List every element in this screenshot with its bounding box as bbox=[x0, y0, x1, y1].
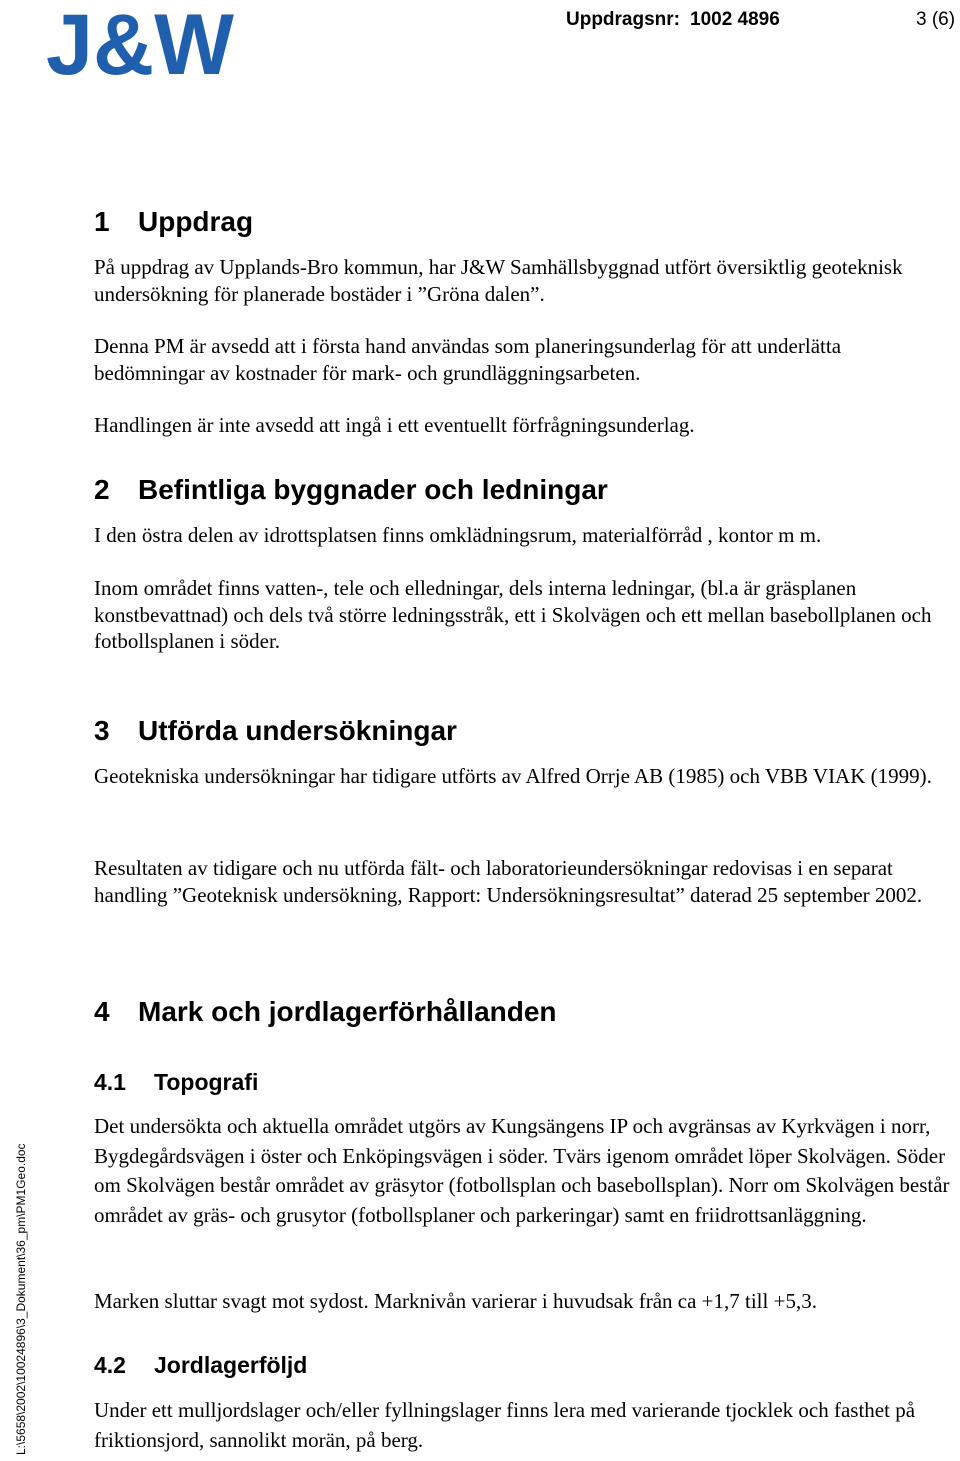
heading-number: 1 bbox=[94, 206, 110, 237]
heading-section-3 bbox=[94, 715, 457, 747]
paragraph: Under ett mulljordslager och/eller fyllningslager finns lera med varierande tjocklek och fasthet på friktionsjord, sannolikt morän, på berg. bbox=[94, 1398, 916, 1452]
paragraph: Geotekniska undersökningar har tidigare utförts av Alfred Orrje AB (1985) och VBB VIAK (1999). bbox=[94, 764, 932, 788]
assignment-value: 1002 4896 bbox=[690, 9, 780, 30]
paragraph: Handlingen är inte avsedd att ingå i ett eventuellt förfrågningsunderlag. bbox=[94, 413, 695, 437]
heading-section-4-2 bbox=[94, 1352, 307, 1379]
paragraph: På uppdrag av Upplands-Bro kommun, har J&W Samhällsbyggnad utfört översiktlig geoteknisk undersökning för planerade bostäder i ”Gröna dalen”. bbox=[94, 255, 903, 306]
heading-section-1 bbox=[94, 206, 253, 238]
paragraph: Denna PM är avsedd att i första hand användas som planeringsunderlag för att underlätta bedömningar av kostnader för mark- och grundläggningsarbeten. bbox=[94, 334, 842, 385]
assignment-number bbox=[566, 9, 780, 31]
heading-number: 4 bbox=[94, 996, 110, 1027]
assignment-label: Uppdragsnr: bbox=[566, 9, 680, 30]
paragraph: Resultaten av tidigare och nu utförda fält- och laboratorieundersökningar redovisas i en separat handling ”Geoteknisk undersökning, Rapport: Undersökningsresultat” daterad 25 september 2002. bbox=[94, 856, 923, 907]
heading-number: 4.1 bbox=[94, 1069, 126, 1095]
heading-number: 4.2 bbox=[94, 1352, 126, 1378]
page-number: 3 (6) bbox=[916, 9, 956, 30]
heading-title: Jordlagerföljd bbox=[154, 1352, 308, 1378]
heading-section-4-1 bbox=[94, 1069, 258, 1096]
heading-number: 3 bbox=[94, 715, 110, 746]
heading-number: 2 bbox=[94, 474, 110, 505]
heading-title: Befintliga byggnader och ledningar bbox=[138, 474, 608, 505]
heading-title: Mark och jordlagerförhållanden bbox=[138, 996, 557, 1027]
heading-section-2 bbox=[94, 474, 608, 506]
heading-title: Topografi bbox=[154, 1069, 259, 1095]
logo-text: J&W bbox=[46, 4, 235, 80]
paragraph: Det undersökta och aktuella området utgörs av Kungsängens IP och avgränsas av Kyrkvägen i norr, Bygdegårdsvägen i öster och Enköpingsvägen i söder. Tvärs igenom området löper Skolvägen. Söder om Skolvägen består området av gräsytor (fotbollsplan och basebollsplan). Norr om Skolvägen består området av gräs- och grusytor (fotbollsplaner och parkeringar) samt en friidrottsanläggning. bbox=[94, 1114, 950, 1227]
paragraph: Marken sluttar svagt mot sydost. Marknivån varierar i huvudsak från ca +1,7 till +5,3. bbox=[94, 1289, 817, 1313]
company-logo bbox=[46, 4, 236, 80]
file-path: L:\5658\2002\10024896\3_Dokument\36_pm\PM1Geo.doc bbox=[14, 1143, 28, 1455]
paragraph: Inom området finns vatten-, tele och elledningar, dels interna ledningar, (bl.a är gräsplanen konstbevattnad) och dels två större ledningsstråk, ett i Skolvägen och ett mellan basebollplanen och fotbollsplanen i söder. bbox=[94, 576, 932, 653]
heading-title: Utförda undersökningar bbox=[138, 715, 457, 746]
heading-section-4 bbox=[94, 996, 557, 1028]
heading-title: Uppdrag bbox=[138, 206, 254, 237]
paragraph: I den östra delen av idrottsplatsen finns omklädningsrum, materialförråd , kontor m m. bbox=[94, 523, 822, 547]
